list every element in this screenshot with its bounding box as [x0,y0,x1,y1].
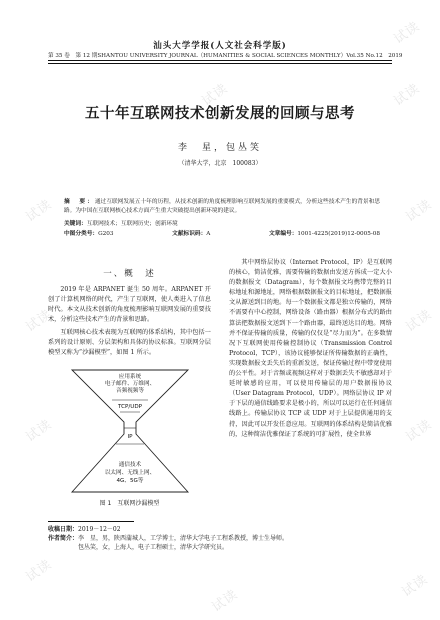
section-paragraph-2: 互联网核心技术表现为互联网的体系结构，其中包括一系列的设计原则、分层架构和具体的协议标准。互联网分层模型又称为“沙漏模型”，如图 1 所示。 [48,329,211,357]
clc-label: 中图分类号： [64,231,99,237]
article-number-value: 1001-4225(2019)12-0005-08 [297,231,380,237]
watermark: 试读 [403,196,435,226]
received-date [48,525,392,534]
abstract-text: 通过互联网发展五十年的历程，从技术创新的角度梳理影响互联网发展的重要模式，分析这些技术产生的背景和思路。为中国在互联网核心技术方面产生重大突破提出创新环境的建议。 [64,199,381,214]
document-code-label: 文献标识码： [172,231,207,237]
section-paragraph-1: 2019 年是 ARPANET 诞生 50 周年。ARPANET 开创了计算机网络的时代，产生了互联网，使人类进入了信息时代。本文从技术创新的角度梳理影响互联网发展的重要技术，分析这些技术产生的背景和思路。 [48,286,211,324]
header-rule [48,60,392,61]
watermark: 试读 [399,571,431,601]
article-authors: 李 星，包丛笑 [177,143,262,153]
watermark: 试读 [199,80,231,110]
footnote-rule [48,521,134,522]
figure-caption: 图 1 互联网沙漏模型 [99,500,160,507]
watermark: 试读 [403,416,435,446]
volume-cn: 第 35 卷 第 12 期 [48,53,98,59]
clc-value: G203 [98,231,114,237]
watermark: 试读 [23,196,55,226]
keywords [64,218,380,227]
watermark: 试读 [391,80,423,110]
article-number [269,228,380,237]
watermark: 试读 [209,586,241,616]
author-bio-2: 包丛笑，女，上海人，电子工程硕士，清华大学研究员。 [78,544,229,551]
figure-comm-label-3: 4G、5G等 [116,478,144,484]
right-column-paragraph: 其中网络层协议（Internet Protocol，IP）是互联网的核心，简洁优雅，需要传输的数据由发送方拆成一定大小的数据报文（Datagram），每个数据报文均携带完整的目标地址和源地址，网络根据数据报文的目标地址，把数据报文从源送到目的地。每一个数据报文都是独立传输的，网络不需要有中心控制，网络设备（路由器）根据分布式的路由算法把数据报文送到下一个路由器，最终送达目的地。网络并不保证传输的质量，传输的仅仅是“尽力而为”。在多数情况下互联网使用传输控制协议（Transmission Control Protocol，TCP），该协议能够保证所传输数据的正确性，实现数据报文丢失后的重新发送，保证传输过程中带宽使用的公平性。对于音频或视频这样对于数据丢失不敏感却对于延时敏感的应用，可以使用传输层的用户数据报协议（User Datagram Protocol，UDP）。网络层协议 IP 对于下层的通信线路要求是极小的，所以可以运行在任何通信线路上。传输层协议 TCP 或 UDP 对于上层提供通用的支持，因此可以开发任意应用。互联网的体系结构是简洁优雅的，这种简洁优雅保证了系统的可扩展性，使全世界 [229,259,392,438]
author-bio-label: 作者简介： [48,535,79,542]
figure-app-label-2: 电子邮件、万维网、 [104,381,156,387]
keywords-label: 关键词： [64,221,87,227]
watermark: 试读 [391,18,423,48]
figure-comm-label-2: 以太网、无线上网、 [104,470,156,476]
hourglass-figure [66,366,194,496]
watermark: 试读 [23,306,55,336]
hourglass-diagram [66,366,194,496]
journal-title-en: SHANTOU UNIVERSITY JOURNAL（HUMANITIES & SOCIAL SCIENCES MONTHLY） [97,53,347,59]
figure-ip-label: IP [127,434,133,440]
received-label: 收稿日期： [48,526,79,533]
header-rule-thin [48,63,392,64]
author-affiliation: （清华大学，北京 100083） [178,160,262,167]
watermark: 试读 [23,556,55,586]
journal-title: 汕头大学学报(人文社会科学版) [153,41,287,51]
document-code [172,228,210,237]
watermark: 试读 [23,416,55,446]
article-number-label: 文章编号： [268,231,298,237]
abstract [64,198,380,216]
volume-en: Vol.35 No.12 2019 [346,53,403,59]
figure-app-label-1: 应用系统 [118,374,142,380]
figure-tcp-label: TCP/UDP [117,404,143,410]
article-title: 五十年互联网技术创新发展的回顾与思考 [85,105,355,122]
author-bio [48,534,392,543]
figure-comm-label-1: 通信技术 [118,462,142,468]
section-heading: 一、概 述 [103,269,156,279]
document-code-value: A [206,231,211,237]
clc-number [64,228,114,237]
watermark: 试读 [403,306,435,336]
author-bio-1: 李 星，男，陕西蒲城人，工学博士，清华大学电子工程系教授，博士生导师。 [78,535,289,542]
keywords-text: 互联网技术；互联网历史；创新环境 [86,221,178,227]
abstract-label: 摘 要： [64,199,95,205]
figure-app-label-3: 音频视频等 [116,388,144,394]
classification-line [64,228,380,237]
journal-header-line [48,51,403,59]
received-value: 2019－12－02 [78,526,121,533]
